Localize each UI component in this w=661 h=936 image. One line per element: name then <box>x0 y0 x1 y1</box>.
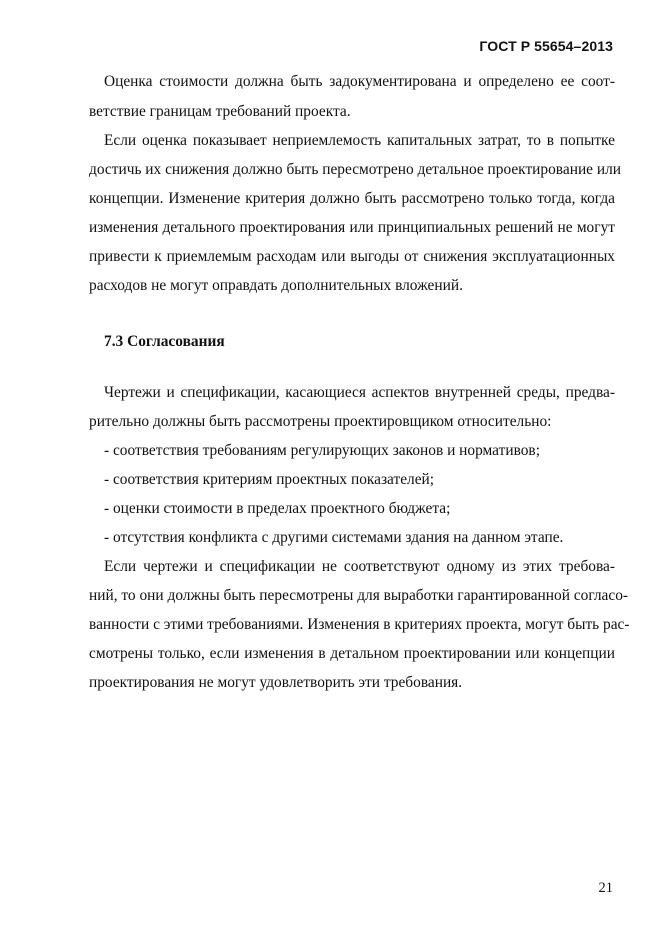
document-header-id: ГОСТ Р 55654–2013 <box>479 38 613 54</box>
paragraph-4-line-5: проектирования не могут удовлетворить эти требования. <box>89 674 463 691</box>
paragraph-2-line-3: концепции. Изменение критерия должно быть рассмотрено только тогда, когда <box>89 190 615 207</box>
paragraph-2-line-2: достичь их снижения должно быть пересмотрено детальное проектирование или <box>89 161 622 178</box>
paragraph-2-line-5: привести к приемлемым расходам или выгоды от снижения эксплуатационных <box>89 248 615 265</box>
paragraph-2-line-4: изменения детального проектирования или принципиальных решений не могут <box>89 219 615 236</box>
list-item: - отсутствия конфликта с другими системами здания на данном этапе. <box>104 529 564 546</box>
section-heading: 7.3 Согласования <box>104 333 225 350</box>
paragraph-3-line-1: Чертежи и спецификации, касающиеся аспектов внутренней среды, предва- <box>104 384 615 401</box>
paragraph-4-line-4: смотрены только, если изменения в детальном проектировании или концепции <box>89 645 615 662</box>
paragraph-2-line-1: Если оценка показывает неприемлемость капитальных затрат, то в попытке <box>104 132 615 149</box>
list-item: - соответствия требованиям регулирующих законов и нормативов; <box>104 442 540 459</box>
paragraph-1-line-2: ветствие границам требований проекта. <box>89 103 351 120</box>
paragraph-2-line-6: расходов не могут оправдать дополнительных вложений. <box>89 277 463 294</box>
paragraph-3-line-2: рительно должны быть рассмотрены проектировщиком относительно: <box>89 413 552 430</box>
paragraph-1-line-1: Оценка стоимости должна быть задокументирована и определено ее соот- <box>104 73 615 90</box>
paragraph-4-line-1: Если чертежи и спецификации не соответствуют одному из этих требова- <box>104 558 615 575</box>
page-number: 21 <box>598 880 613 896</box>
paragraph-4-line-3: ванности с этими требованиями. Изменения в критериях проекта, могут быть рас- <box>89 616 630 633</box>
paragraph-4-line-2: ний, то они должны быть пересмотрены для выработки гарантированной согласо- <box>89 587 629 604</box>
list-item: - оценки стоимости в пределах проектного бюджета; <box>104 500 451 517</box>
list-item: - соответствия критериям проектных показателей; <box>104 471 435 488</box>
